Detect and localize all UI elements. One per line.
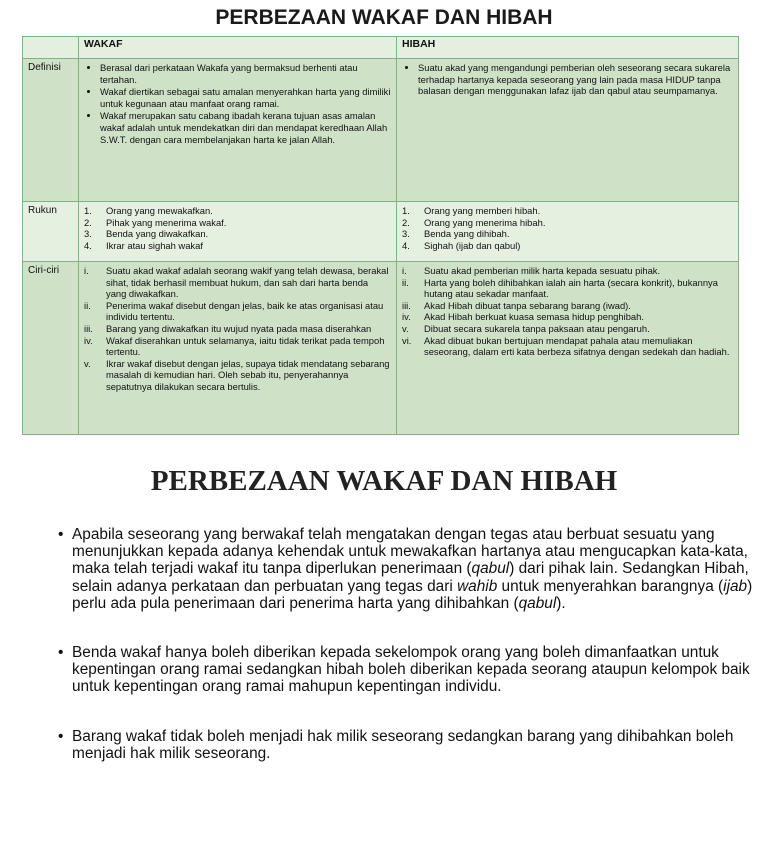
comparison-table (22, 36, 739, 435)
list-item: • Berasal dari perkataan Wakafa yang bermaksud berhenti atau tertahan. (100, 62, 391, 85)
bullet-list (58, 526, 758, 794)
list-item (402, 217, 733, 229)
text-run: Benda wakaf hanya boleh diberikan kepada sekelompok orang yang boleh dimanfaatkan untuk kepentingan orang ramai sedangkan hibah boleh diberikan kepada seorang ataupun kelompok baik untuk kepentingan orang ramai mahupun kepentingan individu. (72, 644, 750, 696)
text-run: untuk menyerahkan barangnya ( (497, 577, 724, 595)
definisi-hibah-list (402, 62, 733, 97)
bullet-text (72, 728, 758, 762)
list-item (84, 335, 391, 358)
list-marker: ii. (84, 299, 91, 311)
list-marker: v. (402, 322, 409, 334)
table-row-ciri (23, 262, 739, 435)
list-item (402, 335, 733, 358)
list-marker: 4. (402, 239, 410, 251)
header-hibah: HIBAH (397, 37, 739, 59)
text-run: ) dari pihak lain. Sedangkan Hibah, selain adanya perkataan dan perbuatan yang tegas dari (72, 560, 749, 595)
list-text: Orang yang memberi hibah. (424, 205, 541, 216)
list-item (402, 300, 733, 312)
table-row-rukun (23, 202, 739, 262)
italic-term: wahib (457, 577, 498, 595)
table-row-definisi (23, 59, 739, 202)
list-text: Orang yang mewakafkan. (106, 205, 213, 216)
list-marker: iii. (402, 299, 411, 311)
list-marker: 4. (84, 239, 92, 251)
list-marker: iii. (84, 322, 93, 334)
rukun-wakaf-cell (79, 202, 397, 262)
definisi-wakaf-cell (79, 59, 397, 202)
list-marker: iv. (402, 311, 411, 323)
bullet-paragraph (58, 644, 758, 696)
list-item: • Wakaf merupakan satu cabang ibadah kerana tujuan asas amalan wakaf adalah untuk mendekatkan diri dan mendapat keredhaan Allah S.W.T. dengan cara membelanjakan harta ke jalan Allah. (100, 110, 391, 145)
list-item (84, 265, 391, 300)
list-item: • Wakaf diertikan sebagai satu amalan menyerahkan harta yang dimiliki untuk kegunaan atau manfaat orang ramai. (100, 86, 391, 109)
list-text: Dibuat secara sukarela tanpa paksaan atau pengaruh. (424, 322, 650, 334)
list-marker: ii. (402, 276, 409, 288)
list-item: • Suatu akad yang mengandungi pemberian oleh seseorang secara sukarela terhadap hartanya kepada seseorang yang lain pada masa HIDUP tanpa balasan dengan menggunakan lafaz ijab dan qabul atau seumpamanya. (418, 62, 733, 97)
list-text: Akad Hibah dibuat tanpa sebarang barang (iwad). (424, 299, 631, 311)
bullet-text (72, 644, 758, 696)
list-text: Sighah (ijab dan qabul) (424, 239, 521, 251)
italic-term: ijab (723, 577, 748, 595)
list-item (402, 205, 733, 217)
list-item (402, 277, 733, 300)
list-marker: vi. (402, 334, 412, 346)
list-text: Benda yang diwakafkan. (106, 228, 209, 240)
bullet-dot: • (58, 727, 64, 745)
list-item (84, 358, 391, 393)
list-marker: i. (402, 265, 407, 276)
row-label-definisi: Definisi (23, 59, 79, 202)
list-text: Akad Hibah berkuat kuasa semasa hidup penghibah. (424, 311, 644, 323)
list-text: Ikrar wakaf disebut dengan jelas, supaya tidak mendatang sebarang masalah di kemudian hari. Oleh sebab itu, penyerahannya sepatutnya dilakukan secara bertulis. (106, 357, 390, 392)
list-marker: 1. (84, 205, 92, 216)
list-item (84, 240, 391, 252)
bullet-dot: • (58, 526, 64, 543)
bullet-text (72, 526, 758, 612)
header-wakaf: WAKAF (79, 37, 397, 59)
list-marker: iv. (84, 334, 93, 346)
list-text: Barang yang diwakafkan itu wujud nyata pada masa diserahkan (106, 322, 372, 334)
bullet-dot: • (58, 644, 64, 662)
list-text: Suatu akad wakaf adalah seorang wakif yang telah dewasa, berakal sihat, tidak berhasil membuat hukum, dan sah dari harta benda yang diwakafkan. (106, 265, 389, 300)
list-item (84, 217, 391, 229)
list-item (402, 323, 733, 335)
list-item (84, 228, 391, 240)
list-text: Akad dibuat bukan bertujuan mendapat pahala atau memuliakan seseorang, dalam erti kata berbeza sifatnya dengan sedekah dan hadiah. (424, 334, 730, 358)
list-marker: 3. (402, 228, 410, 240)
row-label-ciri: Ciri-ciri (23, 262, 79, 435)
list-item (84, 300, 391, 323)
ciri-wakaf-cell (79, 262, 397, 435)
ciri-hibah-cell (397, 262, 739, 435)
ciri-wakaf-list (84, 265, 391, 393)
list-text: Suatu akad pemberian milik harta kepada sesuatu pihak. (424, 265, 661, 276)
table-header-row (23, 37, 739, 59)
list-text: Ikrar atau sighah wakaf (106, 239, 203, 251)
list-item (402, 240, 733, 252)
row-label-rukun: Rukun (23, 202, 79, 262)
list-item (84, 323, 391, 335)
bullet-paragraph (58, 526, 758, 612)
list-item (402, 228, 733, 240)
rukun-hibah-list (402, 205, 733, 251)
list-text: Orang yang menerima hibah. (424, 216, 546, 228)
document-title: PERBEZAAN WAKAF DAN HIBAH (215, 6, 553, 29)
list-item (402, 311, 733, 323)
header-empty (23, 37, 79, 59)
ciri-hibah-list (402, 265, 733, 358)
text-run: ) perlu ada pula penerimaan dari penerima harta yang dihibahkan ( (72, 577, 753, 612)
rukun-wakaf-list (84, 205, 391, 251)
list-marker: 2. (402, 216, 410, 228)
list-item (84, 205, 391, 217)
list-marker: i. (84, 265, 89, 276)
list-item (402, 265, 733, 277)
bullet-paragraph (58, 728, 758, 762)
definisi-wakaf-list (84, 62, 391, 145)
list-text: Penerima wakaf disebut dengan jelas, baik ke atas organisasi atau individu tertentu. (106, 299, 384, 323)
list-marker: v. (84, 357, 91, 369)
section-title: PERBEZAAN WAKAF DAN HIBAH (150, 465, 618, 497)
text-run: Apabila seseorang yang berwakaf telah mengatakan dengan tegas atau berbuat sesuatu yang menunjukkan kepada adanya kehendak untuk mewakafkan hartanya atau mengucapkan kata-kata, maka telah terjadi wakaf itu tanpa diperlukan penerimaan ( (72, 526, 748, 578)
list-marker: 3. (84, 228, 92, 240)
list-text: Benda yang dihibah. (424, 228, 510, 240)
list-marker: 1. (402, 205, 410, 216)
list-marker: 2. (84, 216, 92, 228)
definisi-hibah-cell (397, 59, 739, 202)
italic-term: qabul (518, 594, 557, 612)
text-run: Barang wakaf tidak boleh menjadi hak milik seseorang sedangkan barang yang dihibahkan boleh menjadi hak milik seseorang. (72, 727, 734, 762)
list-text: Pihak yang menerima wakaf. (106, 216, 227, 228)
list-text: Harta yang boleh dihibahkan ialah ain harta (secara konkrit), bukannya hutang atau sekadar manfaat. (424, 276, 718, 300)
list-text: Wakaf diserahkan untuk selamanya, iaitu tidak terikat pada tempoh tertentu. (106, 334, 385, 358)
text-run: ). (556, 594, 566, 612)
italic-term: qabul (471, 560, 510, 578)
rukun-hibah-cell (397, 202, 739, 262)
